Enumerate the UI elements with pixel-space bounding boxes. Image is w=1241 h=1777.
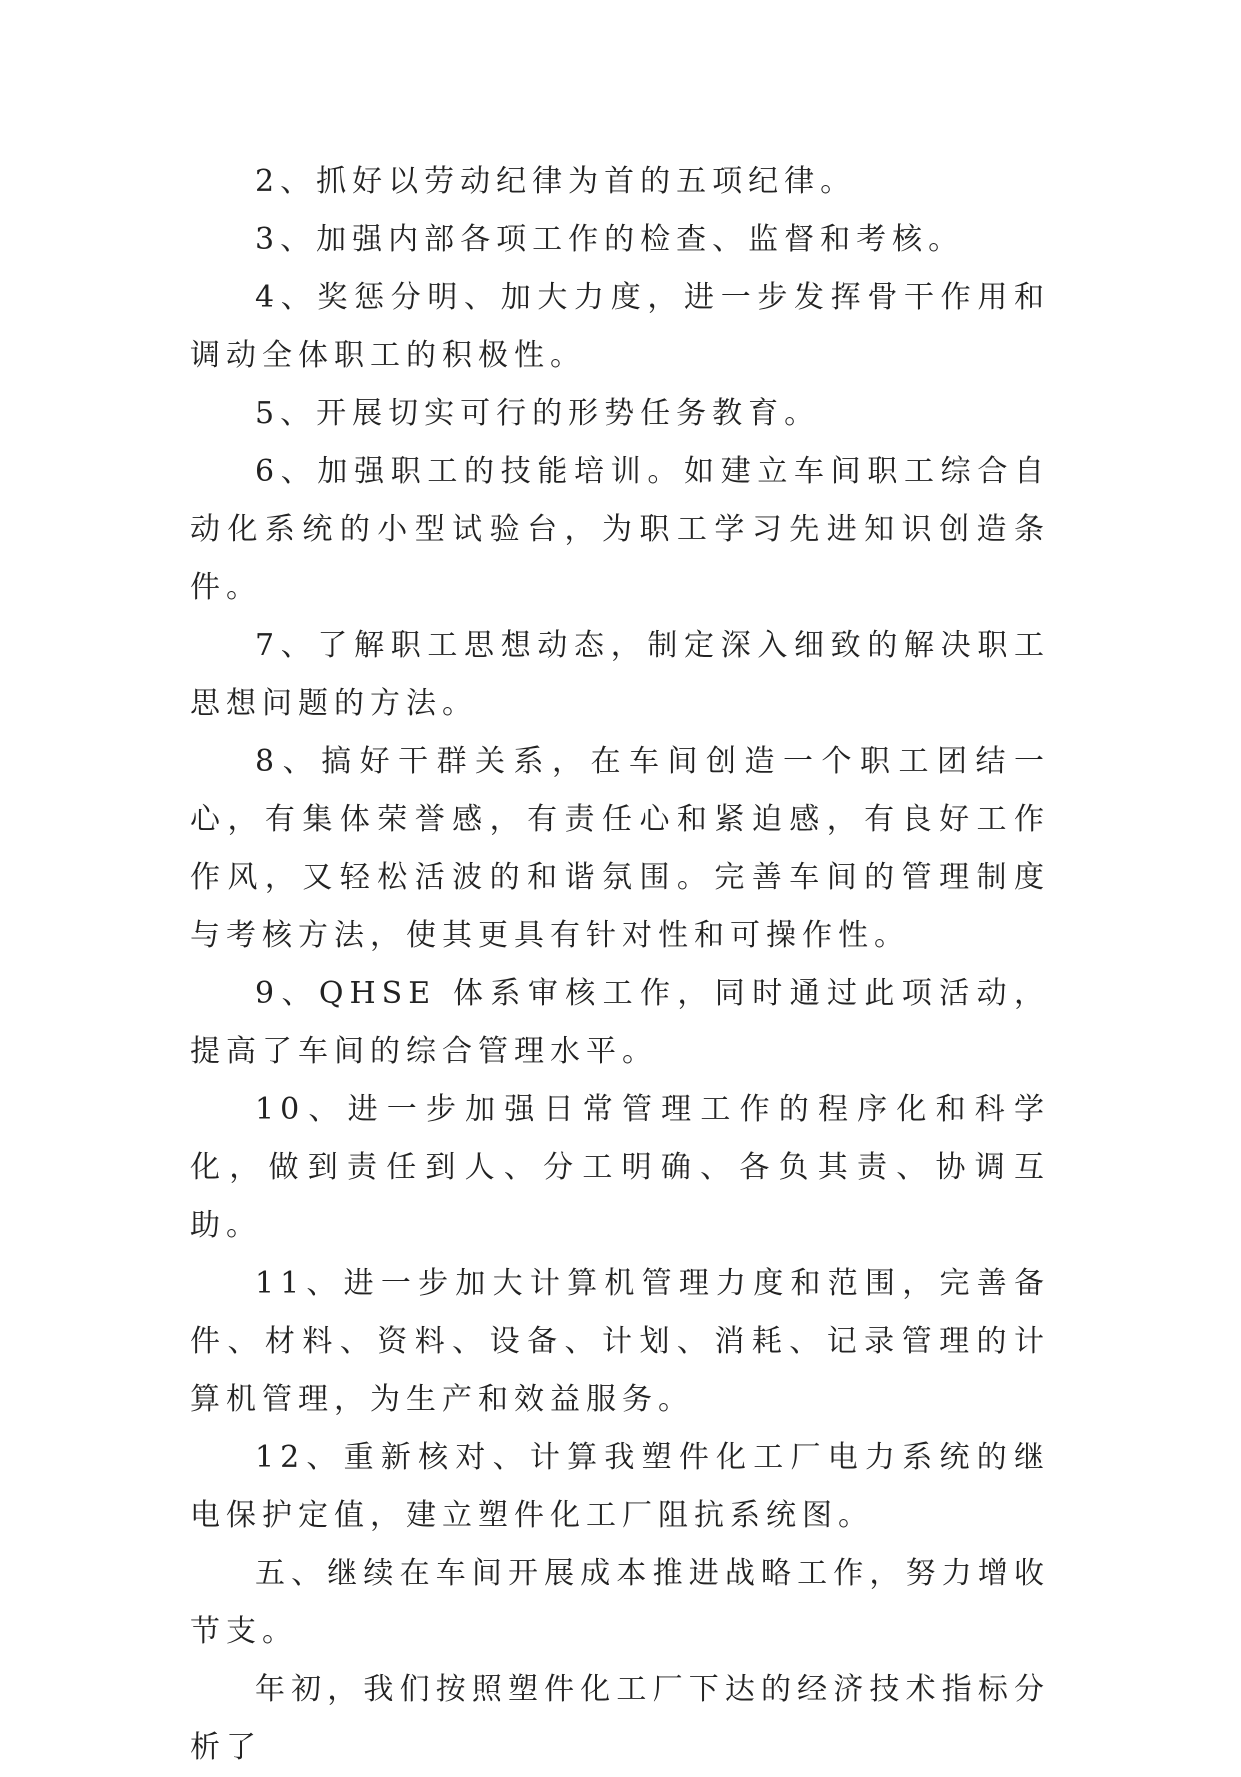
section-heading-five: 五、继续在车间开展成本推进战略工作，努力增收节支。 bbox=[190, 1556, 1050, 1649]
document-page bbox=[190, 153, 1050, 1777]
paragraph-item-10: 10、进一步加强日常管理工作的程序化和科学化，做到责任到人、分工明确、各负其责、协调互助。 bbox=[190, 1092, 1050, 1243]
paragraph-item-9: 9、QHSE 体系审核工作，同时通过此项活动，提高了车间的综合管理水平。 bbox=[190, 976, 1050, 1069]
paragraph-year-start: 年初，我们按照塑件化工厂下达的经济技术指标分析了 bbox=[190, 1672, 1050, 1765]
paragraph-item-6: 6、加强职工的技能培训。如建立车间职工综合自动化系统的小型试验台，为职工学习先进知识创造条件。 bbox=[190, 454, 1050, 605]
paragraph-item-7: 7、了解职工思想动态，制定深入细致的解决职工思想问题的方法。 bbox=[190, 628, 1050, 721]
paragraph-item-5: 5、开展切实可行的形势任务教育。 bbox=[255, 396, 821, 431]
paragraph-item-12: 12、重新核对、计算我塑件化工厂电力系统的继电保护定值，建立塑件化工厂阻抗系统图。 bbox=[190, 1440, 1050, 1533]
paragraph-item-2: 2、抓好以劳动纪律为首的五项纪律。 bbox=[255, 164, 857, 199]
paragraph-item-3: 3、加强内部各项工作的检查、监督和考核。 bbox=[255, 222, 965, 257]
paragraph-item-8: 8、搞好干群关系，在车间创造一个职工团结一心，有集体荣誉感，有责任心和紧迫感，有良好工作作风，又轻松活波的和谐氛围。完善车间的管理制度与考核方法，使其更具有针对性和可操作性。 bbox=[190, 744, 1050, 953]
paragraph-item-4: 4、奖惩分明、加大力度，进一步发挥骨干作用和调动全体职工的积极性。 bbox=[190, 280, 1050, 373]
paragraph-item-11: 11、进一步加大计算机管理力度和范围，完善备件、材料、资料、设备、计划、消耗、记录管理的计算机管理，为生产和效益服务。 bbox=[190, 1266, 1050, 1417]
